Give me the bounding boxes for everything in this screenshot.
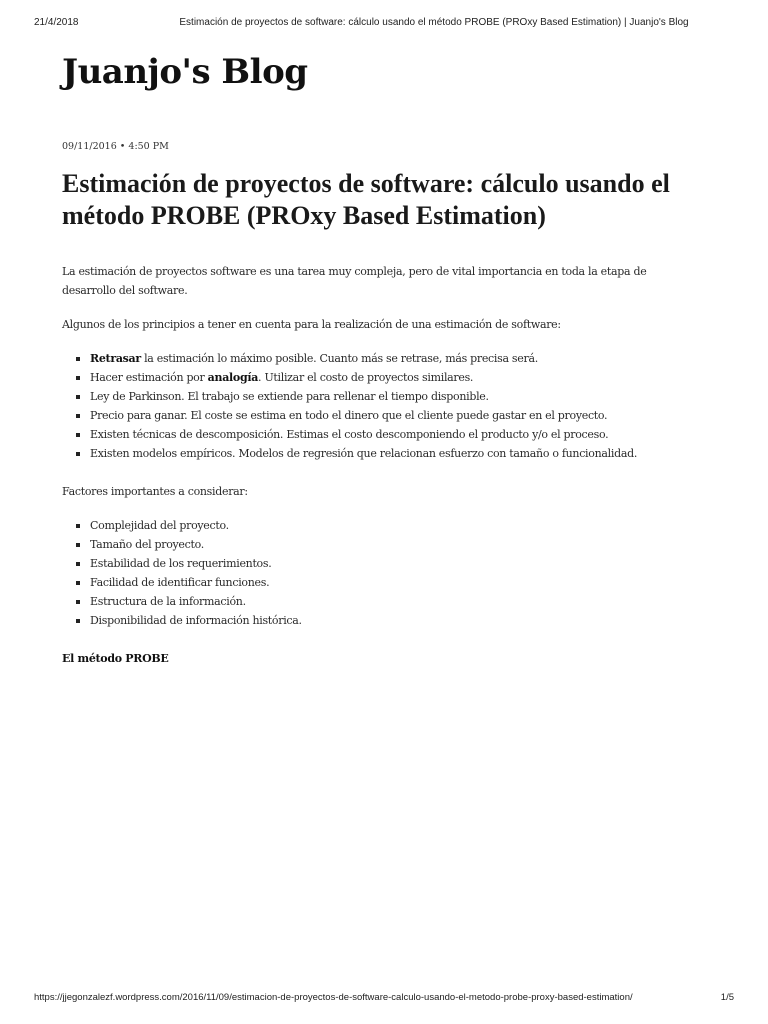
list-item: Complejidad del proyecto.: [74, 516, 702, 535]
list-item: Precio para ganar. El coste se estima en todo el dinero que el cliente puede gastar en el proyecto.: [74, 406, 702, 425]
print-header: [34, 17, 734, 31]
bullet-icon: [76, 433, 80, 437]
intro-paragraph: La estimación de proyectos software es una tarea muy compleja, pero de vital importancia en toda la etapa de desarrollo del software.: [62, 265, 647, 297]
bullet-icon: [76, 600, 80, 604]
bullet-icon: [76, 562, 80, 566]
bullet-icon: [76, 357, 80, 361]
page-number: 1/5: [720, 992, 734, 1003]
site-title-link[interactable]: Juanjo's Blog: [62, 52, 308, 92]
list-item: Existen técnicas de descomposición. Estimas el costo descomponiendo el producto y/o el proceso.: [74, 425, 702, 444]
list-item: Disponibilidad de información histórica.: [74, 611, 702, 630]
factors-intro: Factores importantes a considerar:: [62, 485, 248, 498]
print-date: 21/4/2018: [34, 17, 79, 28]
list-item: Existen modelos empíricos. Modelos de regresión que relacionan esfuerzo con tamaño o funcionalidad.: [74, 444, 702, 463]
bullet-icon: [76, 395, 80, 399]
list-item: Estabilidad de los requerimientos.: [74, 554, 702, 573]
bullet-icon: [76, 581, 80, 585]
list-item: Facilidad de identificar funciones.: [74, 573, 702, 592]
print-footer: [34, 992, 734, 1006]
list-item: Estructura de la información.: [74, 592, 702, 611]
bullet-icon: [76, 414, 80, 418]
bullet-icon: [76, 452, 80, 456]
list-item: Ley de Parkinson. El trabajo se extiende para rellenar el tiempo disponible.: [74, 387, 702, 406]
bullet-icon: [76, 376, 80, 380]
bullet-icon: [76, 619, 80, 623]
print-url-link[interactable]: https://jjegonzalezf.wordpress.com/2016/11/09/estimacion-de-proyectos-de-software-calculo-usando-el-metodo-probe-proxy-based-estimation/: [34, 992, 633, 1003]
list-item: Tamaño del proyecto.: [74, 535, 702, 554]
post-date: 09/11/2016 • 4:50 PM: [62, 141, 169, 152]
bullet-icon: [76, 543, 80, 547]
bullet-icon: [76, 524, 80, 528]
factors-list: [74, 516, 702, 630]
print-page-title: Estimación de proyectos de software: cálculo usando el método PROBE (PROxy Based Estimation) | Juanjo's Blog: [179, 17, 689, 28]
post-title: Estimación de proyectos de software: cálculo usando el método PROBE (PROxy Based Estimation): [62, 169, 670, 230]
principles-intro: Algunos de los principios a tener en cuenta para la realización de una estimación de software:: [62, 318, 561, 331]
list-item: Retrasar la estimación lo máximo posible. Cuanto más se retrase, más precisa será.: [74, 349, 702, 368]
bold-term: Retrasar: [90, 352, 141, 365]
list-item: Hacer estimación por analogía. Utilizar el costo de proyectos similares.: [74, 368, 702, 387]
principles-list: [74, 349, 702, 463]
bold-term: analogía: [207, 371, 259, 384]
section-heading: El método PROBE: [62, 652, 169, 665]
post-content: [62, 262, 702, 683]
